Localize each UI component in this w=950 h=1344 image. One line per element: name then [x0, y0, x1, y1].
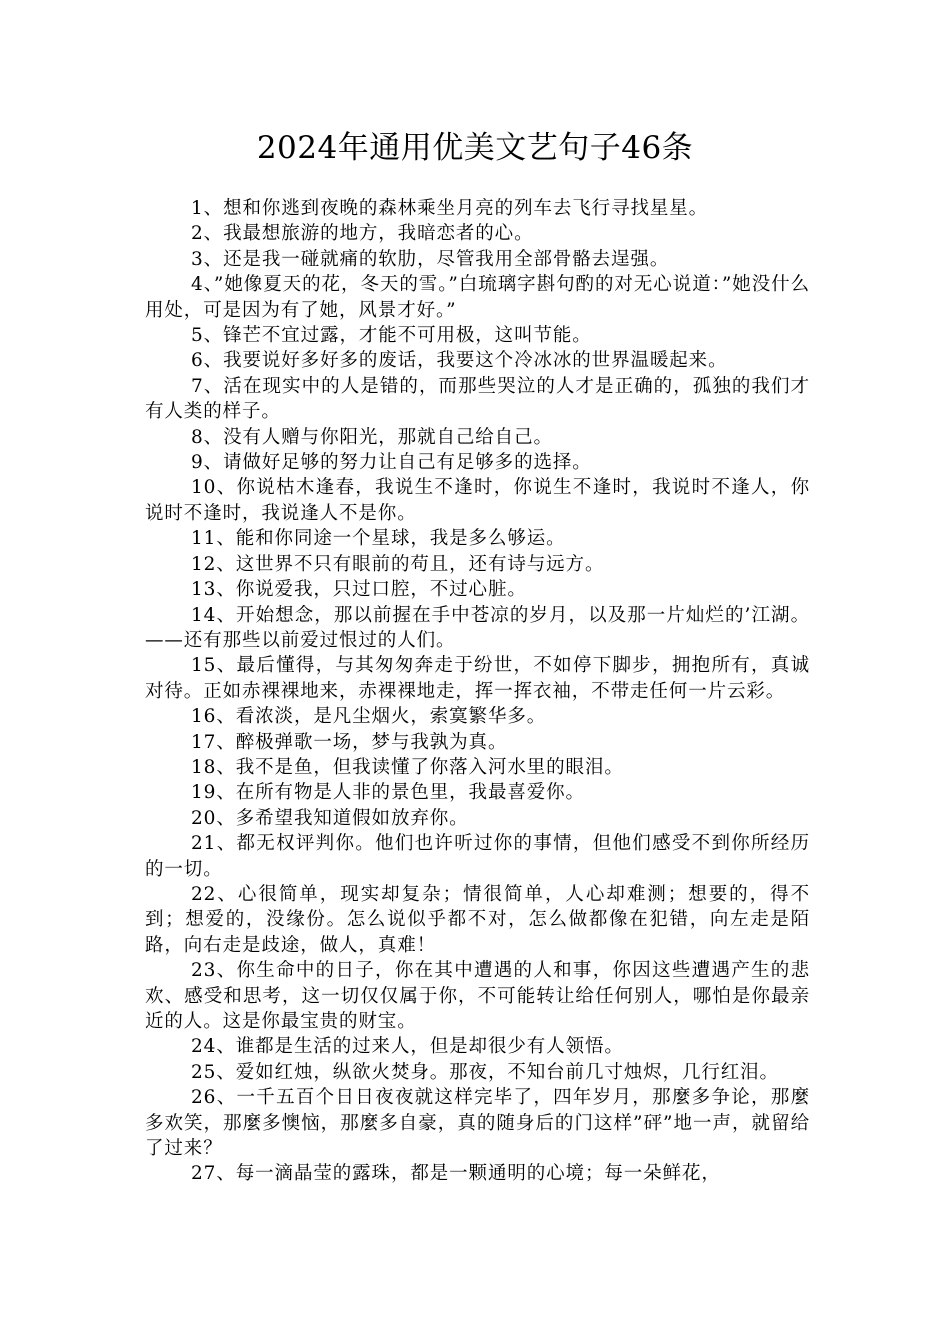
sentence-item: 4、”她像夏天的花，冬天的雪。”白琉璃字斟句酌的对无心说道：”她没什么用处，可是因为有了她，风景才好。” — [145, 274, 810, 321]
sentence-item: 20、多希望我知道假如放弃你。 — [191, 807, 469, 829]
sentence-item: 11、能和你同途一个星球，我是多么够运。 — [191, 528, 566, 550]
document-title: 2024年通用优美文艺句子46条 — [256, 130, 694, 166]
sentence-item: 1、想和你逃到夜晚的森林乘坐月亮的列车去飞行寻找星星。 — [191, 198, 709, 219]
sentence-item: 13、你说爱我，只过口腔，不过心脏。 — [191, 579, 527, 601]
sentence-item: 8、没有人赠与你阳光，那就自己给自己。 — [191, 426, 553, 448]
sentence-item: 5、锋芒不宜过露，才能不可用极，这叫节能。 — [191, 325, 592, 347]
sentence-item: 27、每一滴晶莹的露珠，都是一颗通明的心境；每一朵鲜花， — [191, 1163, 721, 1185]
sentence-item: 25、爱如红烛，纵欲火焚身。那夜，不知台前几寸烛烬，几行红泪。 — [191, 1061, 779, 1083]
sentence-item: 6、我要说好多好多的废话，我要这个冷冰冰的世界温暖起来。 — [191, 350, 728, 372]
sentence-item: 23、你生命中的日子，你在其中遭遇的人和事，你因这些遭遇产生的悲欢、感受和思考，这一切仅仅属于你，不可能转让给任何别人，哪怕是你最亲近的人。这是你最宝贵的财宝。 — [145, 960, 810, 1032]
sentence-item: 10、你说枯木逢春，我说生不逢时，你说生不逢时，我说时不逢人，你说时不逢时，我说逢人不是你。 — [145, 477, 810, 524]
sentence-item: 9、请做好足够的努力让自己有足够多的选择。 — [191, 452, 592, 474]
document-body — [145, 196, 810, 1187]
sentence-item: 18、我不是鱼，但我读懂了你落入河水里的眼泪。 — [191, 756, 624, 778]
sentence-item: 14、开始想念，那以前握在手中苍凉的岁月，以及那一片灿烂的’江湖。——还有那些以前爱过恨过的人们。 — [145, 604, 810, 651]
sentence-item: 17、醉极弹歌一场，梦与我孰为真。 — [191, 731, 508, 753]
sentence-item: 2、我最想旅游的地方，我暗恋者的心。 — [191, 223, 534, 245]
sentence-item: 7、活在现实中的人是错的，而那些哭泣的人才是正确的，孤独的我们才有人类的样子。 — [145, 375, 810, 423]
sentence-item: 19、在所有物是人非的景色里，我最喜爱你。 — [191, 782, 585, 804]
sentence-item: 3、还是我一碰就痛的软肋，尽管我用全部骨骼去逞强。 — [191, 248, 670, 270]
sentence-item: 15、最后懂得，与其匆匆奔走于纷世，不如停下脚步，拥抱所有，真诚对待。正如赤裸裸地来，赤裸裸地走，挥一挥衣袖，不带走任何一片云彩。 — [145, 655, 810, 702]
sentence-item: 26、一千五百个日日夜夜就这样完毕了，四年岁月，那麼多争论，那麼多欢笑，那麼多懊恼，那麼多自豪，真的随身后的门这样”砰”地一声，就留给了过来？ — [145, 1087, 810, 1160]
sentence-item: 22、心很简单，现实却复杂；情很简单，人心却难测；想要的，得不到；想爱的，没缘份。怎么说似乎都不对，怎么做都像在犯错，向左走是陌路，向右走是歧途，做人，真难！ — [145, 883, 810, 956]
sentence-item: 12、这世界不只有眼前的苟且，还有诗与远方。 — [191, 553, 605, 575]
sentence-item: 21、都无权评判你。他们也许听过你的事情，但他们感受不到你所经历的一切。 — [145, 833, 810, 880]
sentence-item: 16、看浓淡，是凡尘烟火，索寞繁华多。 — [191, 706, 547, 728]
sentence-item: 24、谁都是生活的过来人，但是却很少有人领悟。 — [191, 1036, 624, 1058]
